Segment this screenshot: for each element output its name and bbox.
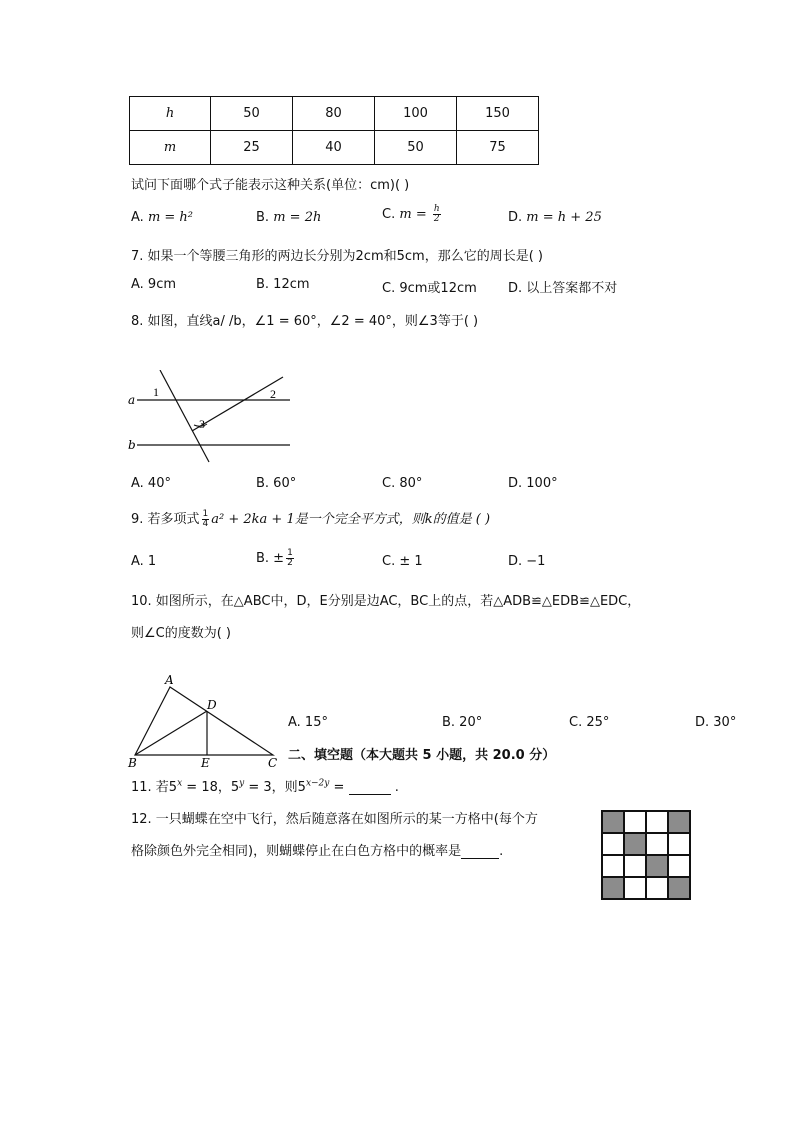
q9-option-c: C. ± 1 (382, 554, 423, 569)
option-text: m = h² (147, 210, 194, 225)
q7-stem: 7. 如果一个等腰三角形的两边长分别为2cm和5cm，那么它的周长是( ) (131, 249, 543, 264)
label-e-point: E (201, 756, 210, 770)
label-b: b (128, 438, 136, 452)
label-c-point: C (268, 756, 278, 770)
table-row (130, 131, 539, 165)
q12-line1: 12. 一只蝴蝶在空中飞行，然后随意落在如图所示的某一方格中(每个方 (131, 812, 538, 827)
transversal-line (160, 370, 209, 462)
q10-option-c: C. 25° (569, 715, 610, 730)
q10-option-a: A. 15° (288, 715, 328, 730)
q8-figure (125, 370, 305, 465)
white-square (646, 877, 668, 899)
label-b-point: B (128, 756, 137, 770)
option-text: B. ± (256, 551, 285, 566)
q8-option-a: A. 40° (131, 476, 171, 491)
q11-stem (131, 776, 399, 795)
option-label: C. (382, 207, 396, 222)
white-square (624, 877, 646, 899)
q12-text: 格除颜色外完全相同)，则蝴蝶停止在白色方格中的概率是 (131, 844, 462, 859)
label-angle-1: 1 (153, 385, 159, 399)
q11-text: = 3，则5 (244, 780, 306, 795)
white-square (624, 855, 646, 877)
table-cell: 40 (293, 131, 375, 165)
oblique-line (192, 377, 283, 431)
triangle-abc (135, 687, 273, 755)
q9-stem-post: a² + 2ka + 1是一个完全平方式，则k的值是 ( ) (211, 512, 491, 527)
fraction-denominator: 4 (202, 519, 209, 529)
label-d-point: D (207, 698, 217, 712)
q9-stem-pre: 9. 若多项式 (131, 512, 200, 527)
q12-text: . (499, 844, 504, 859)
q12-line2 (131, 840, 503, 859)
table-cell: m (130, 131, 211, 165)
fraction-numerator: 1 (202, 509, 209, 519)
white-square (668, 833, 690, 855)
option-text: m = h + 25 (526, 210, 602, 225)
section-title: 二、填空题（本大题共 5 小题，共 20.0 分） (288, 748, 556, 763)
label-angle-2: 2 (270, 387, 276, 401)
q10-option-b: B. 20° (442, 715, 483, 730)
answer-blank[interactable] (461, 846, 499, 859)
exponent: y (239, 778, 245, 789)
label-angle-3: 3 (199, 417, 205, 431)
q6-option-d (508, 210, 602, 225)
option-label: B. (256, 210, 270, 225)
grey-square (602, 811, 624, 833)
q7-option-b: B. 12cm (256, 277, 310, 292)
white-square (624, 811, 646, 833)
q11-text: 11. 若5 (131, 780, 178, 795)
q6-stem: 试问下面哪个式子能表示这种关系(单位：cm)( ) (131, 178, 410, 193)
fraction-denominator: 2 (433, 214, 440, 224)
probability-grid (601, 810, 691, 900)
q9-option-d: D. −1 (508, 554, 546, 569)
table-cell: 80 (293, 97, 375, 131)
white-square (602, 833, 624, 855)
exponent: x (177, 778, 183, 789)
q10-stem-line1: 10. 如图所示，在△ABC中，D，E分别是边AC，BC上的点，若△ADB≌△EDB≌△EDC， (131, 594, 641, 609)
q6-option-b (256, 210, 321, 225)
q8-option-d: D. 100° (508, 476, 558, 491)
fraction-denominator: 2 (287, 558, 293, 568)
label-a: a (128, 393, 136, 407)
option-text: m = (399, 207, 427, 222)
q10-stem-line2: 则∠C的度数为( ) (131, 626, 232, 641)
white-square (602, 855, 624, 877)
q8-option-c: C. 80° (382, 476, 423, 491)
table-cell: 150 (457, 97, 539, 131)
table-cell: 100 (375, 97, 457, 131)
q8-stem: 8. 如图，直线a/ /b，∠1 = 60°，∠2 = 40°，则∠3等于( ) (131, 314, 479, 329)
q7-option-a: A. 9cm (131, 277, 177, 292)
answer-blank[interactable] (349, 782, 391, 795)
q8-option-b: B. 60° (256, 476, 297, 491)
q9-option-a: A. 1 (131, 554, 157, 569)
exponent: x−2y (305, 778, 330, 789)
table-cell: h (130, 97, 211, 131)
grey-square (646, 855, 668, 877)
label-a-point: A (165, 673, 174, 687)
q10-figure (125, 670, 285, 770)
option-label: D. (508, 210, 523, 225)
fraction-numerator: 1 (287, 548, 293, 558)
grey-square (602, 877, 624, 899)
table-cell: 50 (211, 97, 293, 131)
white-square (668, 855, 690, 877)
q11-text: = (329, 780, 345, 795)
table-cell: 50 (375, 131, 457, 165)
q7-option-d: D. 以上答案都不对 (508, 281, 618, 296)
fraction-numerator: h (433, 204, 440, 214)
table-cell: 75 (457, 131, 539, 165)
option-text: m = 2h (273, 210, 322, 225)
q10-option-d: D. 30° (695, 715, 737, 730)
option-label: A. (131, 210, 144, 225)
q9-stem (131, 508, 490, 529)
q11-text: = 18，5 (182, 780, 240, 795)
data-table (129, 96, 539, 165)
q11-text: . (394, 780, 399, 795)
q6-option-c (382, 205, 443, 224)
grey-square (624, 833, 646, 855)
q6-option-a (131, 210, 193, 225)
white-square (646, 811, 668, 833)
white-square (646, 833, 668, 855)
fraction (202, 510, 210, 529)
fraction (433, 205, 441, 224)
q7-option-c: C. 9cm或12cm (382, 281, 477, 296)
grey-square (668, 811, 690, 833)
q9-option-b (256, 549, 296, 568)
grey-square (668, 877, 690, 899)
fraction (286, 549, 294, 568)
table-cell: 25 (211, 131, 293, 165)
table-row (130, 97, 539, 131)
